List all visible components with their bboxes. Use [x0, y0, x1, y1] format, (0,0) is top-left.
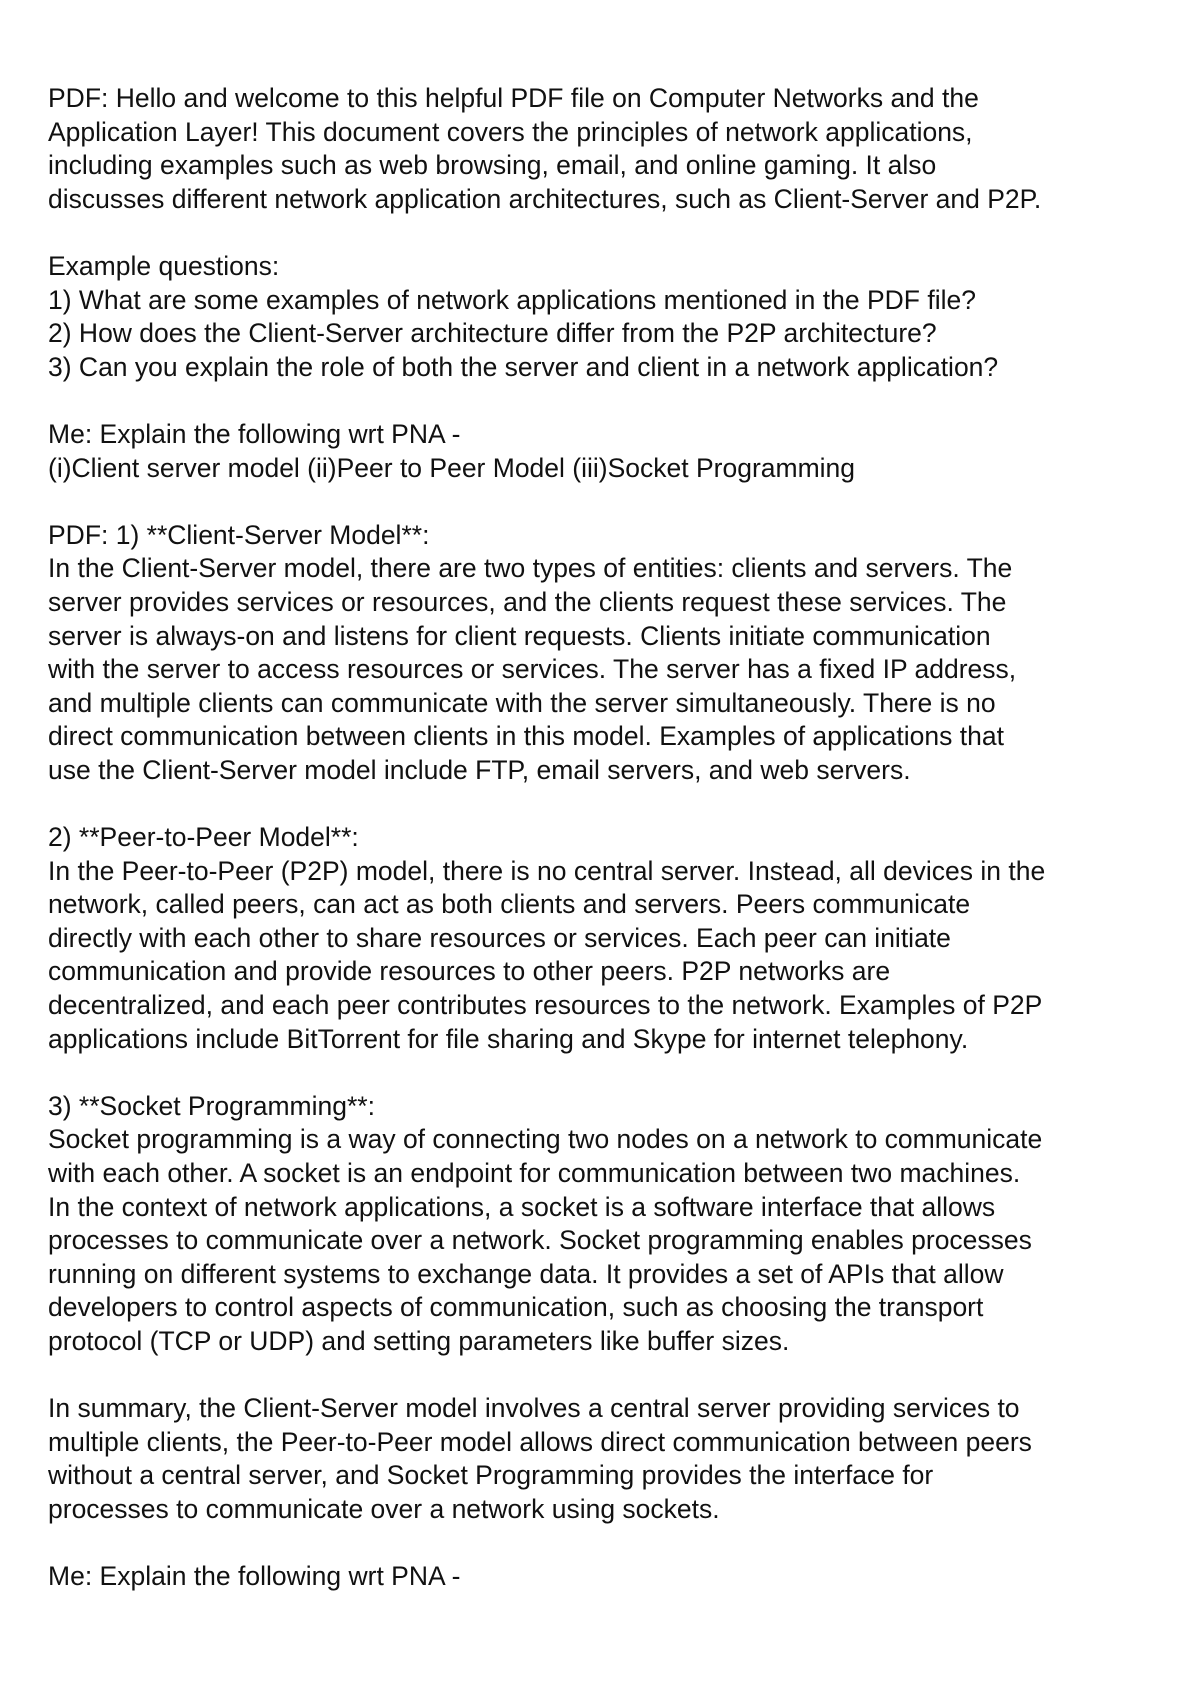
text-line: with the server to access resources or services. The server has a fixed IP address,: [48, 654, 1017, 685]
document-body: [48, 82, 1178, 1627]
paragraph: [48, 418, 1178, 485]
text-line: In the context of network applications, a socket is a software interface that allows: [48, 1191, 996, 1222]
text-line: Me: Explain the following wrt PNA -: [48, 1561, 461, 1592]
text-line: Example questions:: [48, 250, 280, 281]
text-line: 1) What are some examples of network applications mentioned in the PDF file?: [48, 284, 976, 315]
text-line: running on different systems to exchange data. It provides a set of APIs that allow: [48, 1258, 1004, 1289]
text-line: 2) How does the Client-Server architecture differ from the P2P architecture?: [48, 318, 937, 349]
paragraph: [48, 1392, 1178, 1526]
text-line: PDF: Hello and welcome to this helpful PDF file on Computer Networks and the: [48, 83, 979, 113]
paragraph: [48, 821, 1178, 1056]
text-line: Socket programming is a way of connecting two nodes on a network to communicate: [48, 1124, 1043, 1155]
text-line: In the Peer-to-Peer (P2P) model, there is no central server. Instead, all devices in the: [48, 855, 1046, 886]
text-line: without a central server, and Socket Programming provides the interface for: [48, 1460, 934, 1491]
text-line: direct communication between clients in this model. Examples of applications that: [48, 721, 1004, 752]
text-line: processes to communicate over a network. Socket programming enables processes: [48, 1225, 1032, 1256]
text-line: (i)Client server model (ii)Peer to Peer Model (iii)Socket Programming: [48, 452, 856, 483]
text-line: with each other. A socket is an endpoint for communication between two machines.: [48, 1158, 1021, 1188]
paragraph: [48, 250, 1178, 384]
text-line: protocol (TCP or UDP) and setting parameters like buffer sizes.: [48, 1325, 790, 1356]
text-line: directly with each other to share resources or services. Each peer can initiate: [48, 922, 951, 953]
text-line: 3) **Socket Programming**:: [48, 1090, 375, 1121]
text-line: In summary, the Client-Server model involves a central server providing services to: [48, 1393, 1020, 1424]
text-line: use the Client-Server model include FTP, email servers, and web servers.: [48, 754, 911, 785]
text-line: Me: Explain the following wrt PNA -: [48, 418, 461, 449]
text-line: multiple clients, the Peer-to-Peer model allows direct communication between peers: [48, 1426, 1032, 1457]
text-line: discusses different network application architectures, such as Client-Server and P2P.: [48, 183, 1042, 214]
text-line: In the Client-Server model, there are two types of entities: clients and servers. The: [48, 553, 1013, 584]
paragraph: [48, 82, 1178, 216]
text-line: decentralized, and each peer contributes resources to the network. Examples of P2P: [48, 990, 1043, 1021]
text-line: developers to control aspects of communication, such as choosing the transport: [48, 1292, 984, 1323]
text-line: and multiple clients can communicate with the server simultaneously. There is no: [48, 687, 996, 718]
text-line: communication and provide resources to other peers. P2P networks are: [48, 956, 891, 987]
paragraph: [48, 1560, 1178, 1594]
text-line: applications include BitTorrent for file sharing and Skype for internet telephony.: [48, 1023, 969, 1054]
text-line: 2) **Peer-to-Peer Model**:: [48, 822, 359, 853]
text-line: 3) Can you explain the role of both the server and client in a network application?: [48, 351, 999, 382]
paragraph: [48, 1090, 1178, 1359]
text-line: including examples such as web browsing, email, and online gaming. It also: [48, 150, 937, 181]
text-line: processes to communicate over a network using sockets.: [48, 1493, 720, 1524]
text-line: PDF: 1) **Client-Server Model**:: [48, 519, 430, 550]
text-line: server provides services or resources, and the clients request these services. The: [48, 586, 1007, 617]
paragraph: [48, 519, 1178, 788]
text-line: server is always-on and listens for client requests. Clients initiate communication: [48, 620, 991, 651]
text-line: Application Layer! This document covers the principles of network applications,: [48, 116, 973, 147]
text-line: network, called peers, can act as both clients and servers. Peers communicate: [48, 889, 971, 920]
